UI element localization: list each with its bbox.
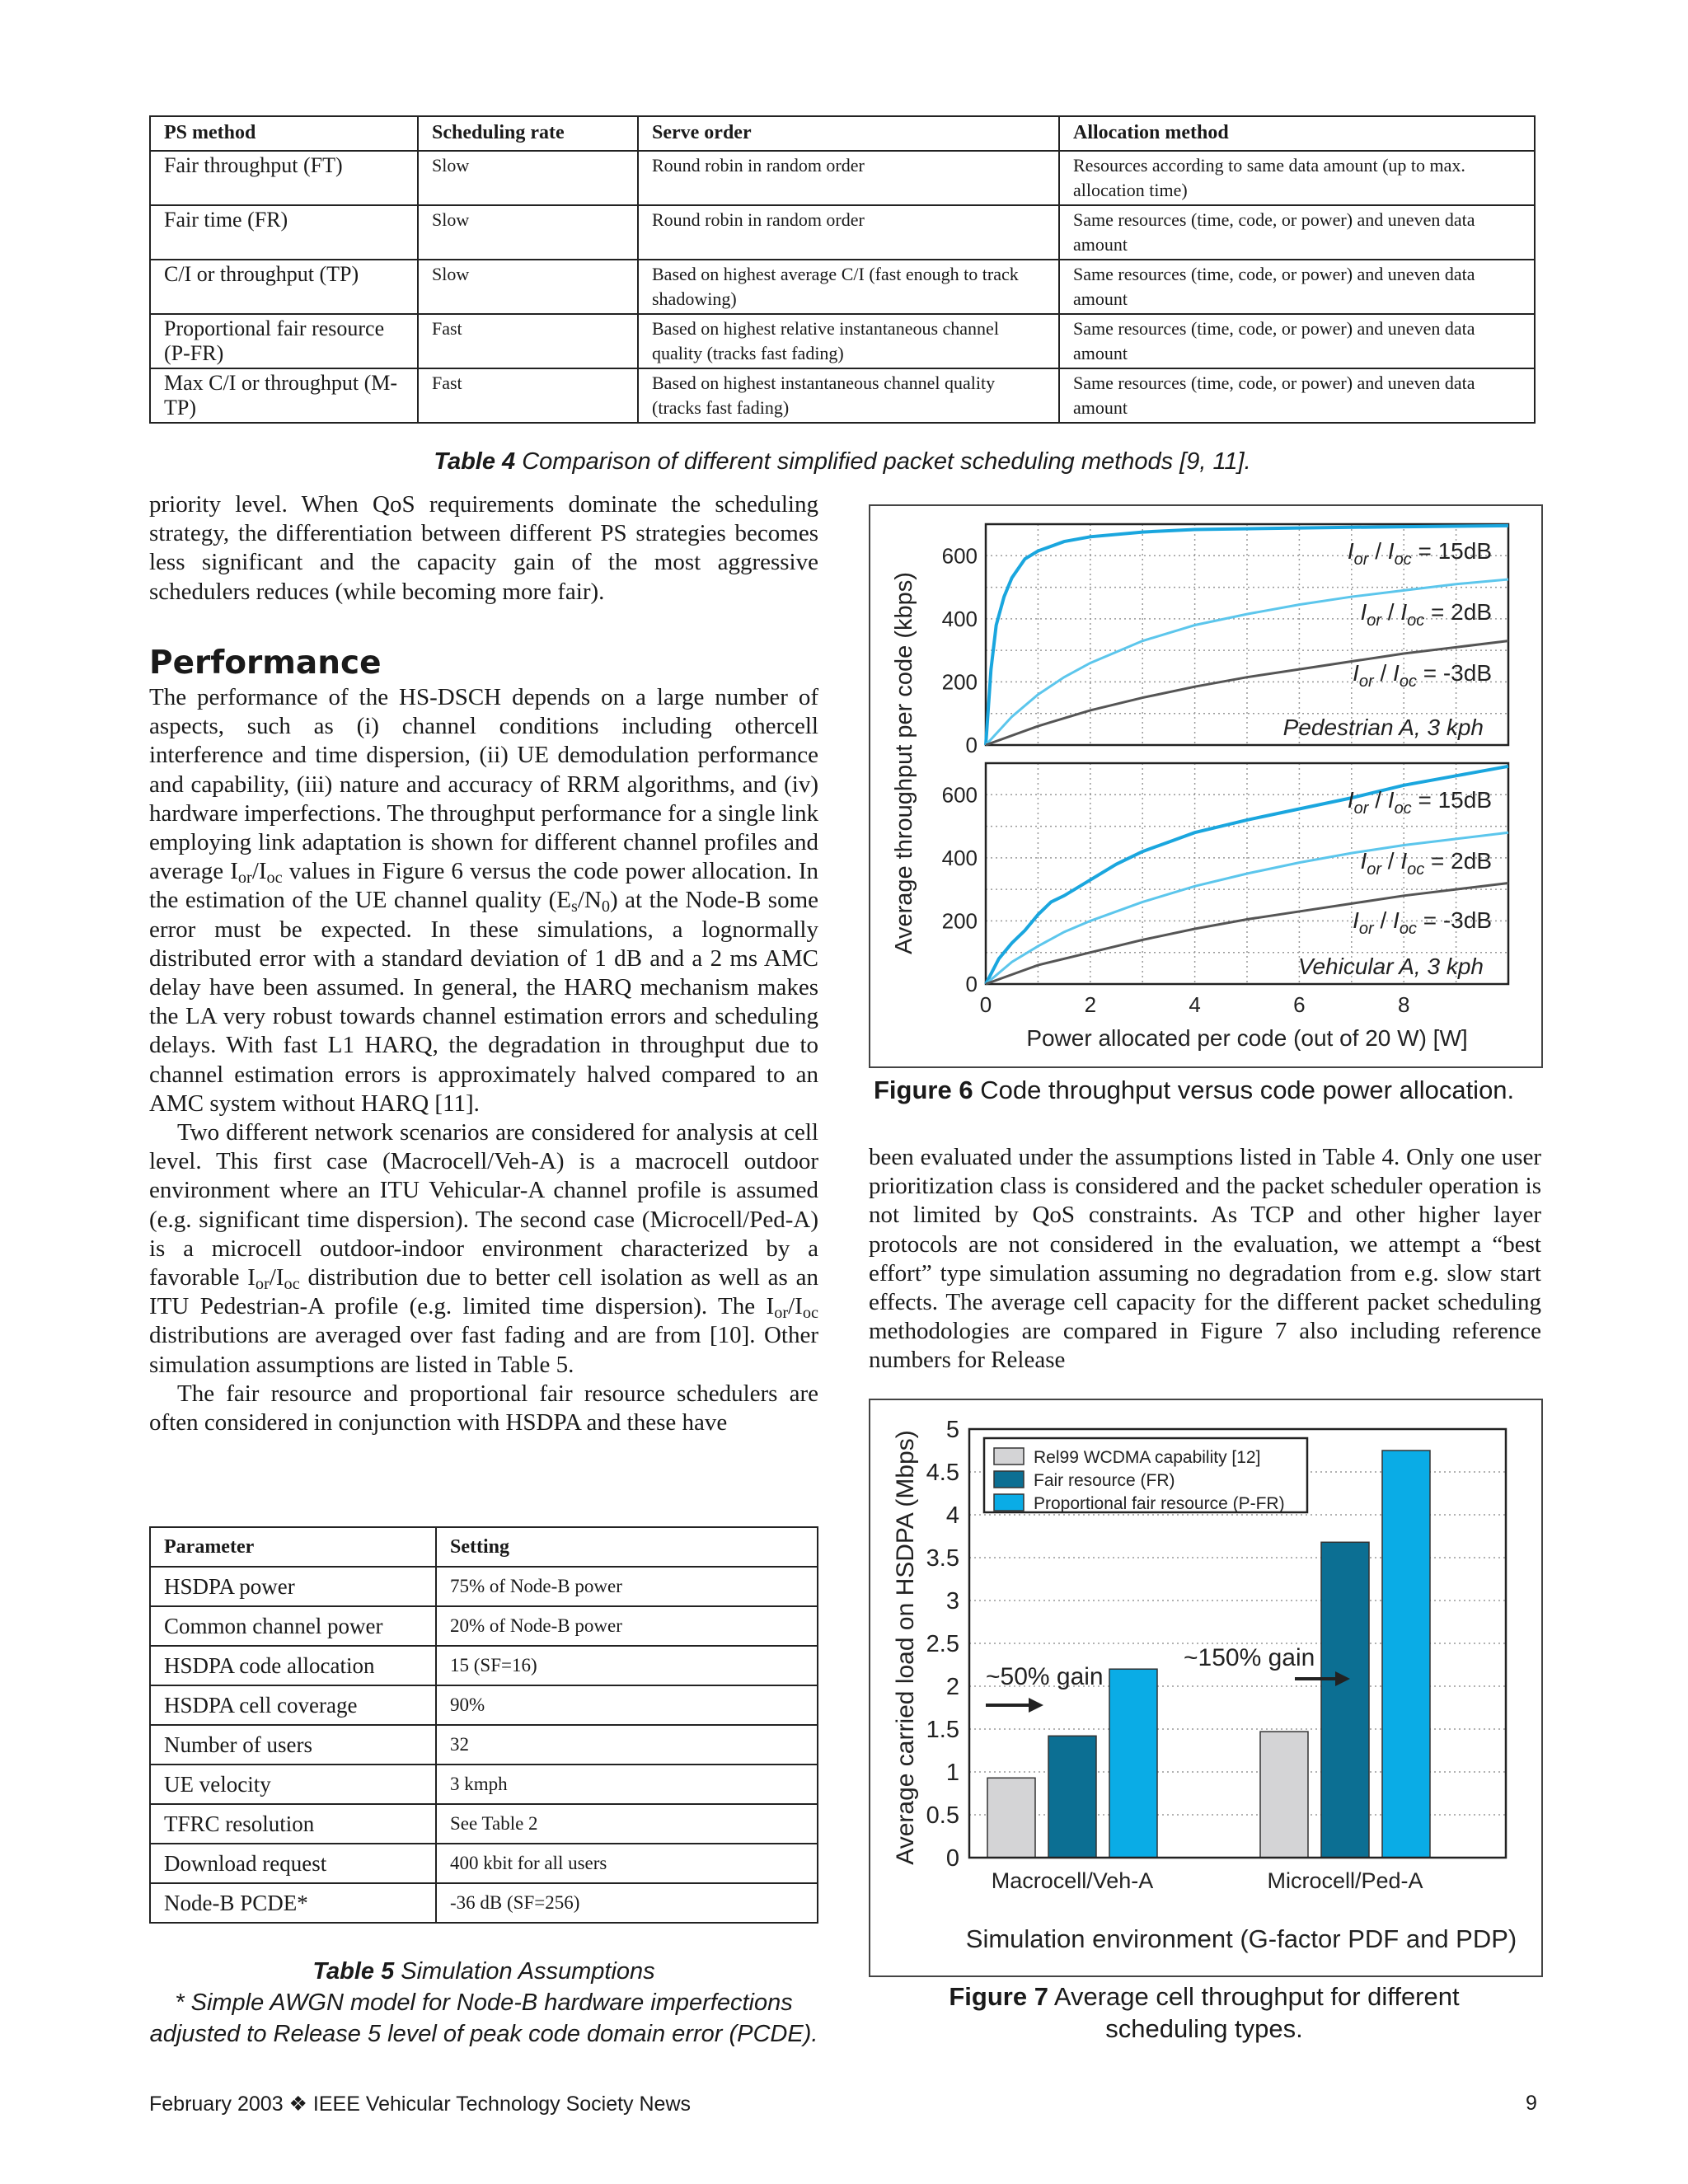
caption-text: Code throughput versus code power allocation. bbox=[973, 1076, 1515, 1104]
y-tick-label: 400 bbox=[941, 845, 978, 870]
table-row bbox=[150, 151, 1535, 205]
series-label: $I_{or} / I_{oc} = -3dB$ bbox=[1353, 907, 1492, 938]
table-row bbox=[150, 1844, 818, 1883]
arrow-head bbox=[1029, 1698, 1043, 1713]
column-header: Serve order bbox=[638, 116, 1059, 151]
bar bbox=[1382, 1451, 1430, 1858]
caption-label: Figure 6 bbox=[874, 1076, 973, 1104]
y-tick-label: 0 bbox=[965, 972, 978, 996]
caption-label: Figure 7 bbox=[949, 1982, 1048, 2011]
table-cell: Fast bbox=[418, 314, 638, 368]
table-cell: Common channel power bbox=[150, 1606, 436, 1646]
table-4 bbox=[149, 115, 1536, 424]
table-cell: 32 bbox=[436, 1725, 818, 1765]
y-tick-label: 600 bbox=[941, 782, 978, 808]
table-cell: 15 (SF=16) bbox=[436, 1646, 818, 1685]
paragraph-text: been evaluated under the assumptions listed in Table 4. Only one user prioritization class is considered and the packet scheduler operation is not limited by QoS constraints. As TCP and other higher layer protocols are not considered in the evaluation, we attempt a “best effort” type simulation assuming no degradation from e.g. slow start effects. The average cell capacity for the different packet scheduling methodologies are compared in Figure 7 also including reference numbers for Release bbox=[869, 1144, 1541, 1374]
table-cell: 75% of Node-B power bbox=[436, 1567, 818, 1606]
y-tick-label: 0 bbox=[965, 733, 978, 757]
table-cell: -36 dB (SF=256) bbox=[436, 1883, 818, 1923]
caption-text: Average cell throughput for different bbox=[1048, 1982, 1460, 2011]
table-4-caption bbox=[149, 448, 1536, 476]
y-tick-label: 0.5 bbox=[926, 1802, 959, 1829]
y-tick-label: 600 bbox=[941, 543, 978, 569]
table-row bbox=[150, 368, 1535, 423]
y-tick-label: 4 bbox=[945, 1502, 959, 1529]
table-cell: Node-B PCDE* bbox=[150, 1883, 436, 1923]
table-cell: Same resources (time, code, or power) and uneven data amount bbox=[1059, 260, 1535, 314]
table-cell: Based on highest relative instantaneous channel quality (tracks fast fading) bbox=[638, 314, 1059, 368]
x-tick-label: 8 bbox=[1397, 992, 1410, 1017]
caption-note: adjusted to Release 5 level of peak code domain error (PCDE). bbox=[149, 2021, 818, 2047]
caption-text: scheduling types. bbox=[1105, 2014, 1303, 2043]
table-cell: Slow bbox=[418, 205, 638, 260]
x-tick-label: Macrocell/Veh-A bbox=[991, 1868, 1154, 1893]
table-cell: 3 kmph bbox=[436, 1765, 818, 1804]
x-tick-label: 4 bbox=[1189, 992, 1201, 1017]
table-cell: Same resources (time, code, or power) and uneven data amount bbox=[1059, 368, 1535, 423]
legend-swatch bbox=[994, 1494, 1024, 1511]
performance-section bbox=[149, 683, 818, 1437]
y-tick-label: 5 bbox=[945, 1417, 959, 1443]
column-header: PS method bbox=[150, 116, 418, 151]
table-5 bbox=[149, 1526, 818, 1924]
table-cell: Fair time (FR) bbox=[150, 205, 418, 260]
y-tick-label: 0 bbox=[945, 1845, 959, 1872]
bar bbox=[987, 1778, 1035, 1858]
table-cell: Same resources (time, code, or power) and uneven data amount bbox=[1059, 205, 1535, 260]
table-cell: C/I or throughput (TP) bbox=[150, 260, 418, 314]
table-header-row bbox=[150, 1527, 818, 1567]
legend-swatch bbox=[994, 1448, 1024, 1465]
panel-title: Pedestrian A, 3 kph bbox=[1282, 715, 1484, 740]
legend-label: Proportional fair resource (P-FR) bbox=[1034, 1494, 1285, 1513]
y-tick-label: 2 bbox=[945, 1674, 959, 1700]
table-cell: HSDPA cell coverage bbox=[150, 1685, 436, 1725]
y-axis-label: Average throughput per code (kbps) bbox=[891, 572, 917, 954]
series-label: $I_{or} / I_{oc} = 2dB$ bbox=[1360, 848, 1492, 879]
table-row bbox=[150, 260, 1535, 314]
series-label: $I_{or} / I_{oc} = -3dB$ bbox=[1353, 660, 1492, 691]
table-cell: Proportional fair resource (P-FR) bbox=[150, 314, 418, 368]
figure-7-chart bbox=[870, 1400, 1541, 1975]
right-paragraph bbox=[869, 1143, 1541, 1376]
column-header: Setting bbox=[436, 1527, 818, 1567]
figure-6-caption bbox=[874, 1076, 1514, 1105]
y-tick-label: 1.5 bbox=[926, 1717, 959, 1743]
y-tick-label: 1 bbox=[945, 1760, 959, 1786]
table-cell: 20% of Node-B power bbox=[436, 1606, 818, 1646]
table-cell: Max C/I or throughput (M-TP) bbox=[150, 368, 418, 423]
table-cell: Slow bbox=[418, 260, 638, 314]
bar bbox=[1109, 1669, 1157, 1858]
y-axis-label: Average carried load on HSDPA (Mbps) bbox=[892, 1430, 919, 1865]
x-tick-label: 0 bbox=[979, 992, 992, 1017]
y-tick-label: 200 bbox=[941, 908, 978, 934]
figure-7-frame bbox=[869, 1399, 1543, 1977]
table-row bbox=[150, 1725, 818, 1765]
y-tick-label: 4.5 bbox=[926, 1460, 959, 1486]
table-cell: 400 kbit for all users bbox=[436, 1844, 818, 1883]
table-row bbox=[150, 1765, 818, 1804]
table-row bbox=[150, 1567, 818, 1606]
table-cell: Based on highest average C/I (fast enough to track shadowing) bbox=[638, 260, 1059, 314]
caption-text: Comparison of different simplified packet scheduling methods [9, 11]. bbox=[515, 448, 1251, 475]
figure-6-frame bbox=[869, 504, 1543, 1068]
table-cell: Round robin in random order bbox=[638, 205, 1059, 260]
table-cell: Number of users bbox=[150, 1725, 436, 1765]
paragraph-text: priority level. When QoS requirements dominate the scheduling strategy, the differentiation between different PS strategies becomes less significant and the capacity gain of the most aggressive schedulers reduces (while becoming more fair). bbox=[149, 491, 818, 605]
column-header: Scheduling rate bbox=[418, 116, 638, 151]
series-label: $I_{or} / I_{oc} = 15dB$ bbox=[1347, 538, 1492, 569]
bar bbox=[1260, 1732, 1308, 1858]
caption-label: Table 4 bbox=[434, 448, 516, 475]
legend-swatch bbox=[994, 1471, 1024, 1488]
table-row bbox=[150, 1685, 818, 1725]
x-axis-label: Power allocated per code (out of 20 W) [W] bbox=[1026, 1025, 1468, 1051]
table-cell: HSDPA power bbox=[150, 1567, 436, 1606]
bar bbox=[1048, 1736, 1096, 1858]
table-row bbox=[150, 1883, 818, 1923]
bar bbox=[1321, 1542, 1369, 1858]
column-header: Parameter bbox=[150, 1527, 436, 1567]
gain-annotation: ~50% gain bbox=[986, 1663, 1104, 1690]
x-tick-label: 6 bbox=[1293, 992, 1306, 1017]
column-header: Allocation method bbox=[1059, 116, 1535, 151]
table-cell: Resources according to same data amount (up to max. allocation time) bbox=[1059, 151, 1535, 205]
caption-label: Table 5 bbox=[312, 1958, 395, 1985]
x-tick-label: Microcell/Ped-A bbox=[1267, 1868, 1423, 1893]
table-cell: Fair throughput (FT) bbox=[150, 151, 418, 205]
y-tick-label: 2.5 bbox=[926, 1631, 959, 1657]
x-tick-label: 2 bbox=[1084, 992, 1097, 1017]
gain-annotation: ~150% gain bbox=[1184, 1644, 1315, 1671]
caption-text: Simulation Assumptions bbox=[394, 1958, 655, 1985]
table-cell: Slow bbox=[418, 151, 638, 205]
section-heading: Performance bbox=[149, 644, 382, 682]
footer-left: February 2003 ❖ IEEE Vehicular Technology Society News bbox=[149, 2093, 692, 2116]
table-header-row bbox=[150, 116, 1535, 151]
y-tick-label: 3 bbox=[945, 1588, 959, 1615]
page-number: 9 bbox=[1526, 2092, 1537, 2115]
paragraph: Two different network scenarios are considered for analysis at cell level. This first case (Macrocell/Veh-A) is a macrocell outdoor environment where an ITU Vehicular-A channel profile is assumed (e.g. significant time dispersion). The second case (Microcell/Ped-A) is a microcell outdoor-indoor environment characterized by a favorable $I_{or}/I_{oc}$ distribution due to better cell isolation as well as an ITU Pedestrian-A profile (e.g. limited time dispersion). The $I_{or}/I_{oc}$ distributions are averaged over fast fading and are from [10]. Other simulation assumptions are listed in Table 5. bbox=[149, 1119, 818, 1378]
figure-6-chart bbox=[870, 506, 1541, 1066]
table-cell: HSDPA code allocation bbox=[150, 1646, 436, 1685]
table-cell: Download request bbox=[150, 1844, 436, 1883]
y-tick-label: 3.5 bbox=[926, 1545, 959, 1572]
legend-label: Fair resource (FR) bbox=[1034, 1471, 1175, 1490]
panel-title: Vehicular A, 3 kph bbox=[1297, 954, 1484, 979]
table-row bbox=[150, 1804, 818, 1844]
table-cell: Same resources (time, code, or power) and uneven data amount bbox=[1059, 314, 1535, 368]
caption-note: * Simple AWGN model for Node-B hardware imperfections bbox=[175, 1990, 793, 2016]
intro-paragraph bbox=[149, 490, 818, 607]
table-cell: Round robin in random order bbox=[638, 151, 1059, 205]
paragraph: The fair resource and proportional fair resource schedulers are often considered in conjunction with HSDPA and these have bbox=[149, 1380, 818, 1436]
series-label: $I_{or} / I_{oc} = 15dB$ bbox=[1347, 787, 1492, 818]
x-axis-label: Simulation environment (G-factor PDF and PDP) bbox=[965, 1924, 1517, 1953]
y-tick-label: 200 bbox=[941, 669, 978, 695]
table-cell: Based on highest instantaneous channel quality (tracks fast fading) bbox=[638, 368, 1059, 423]
legend-label: Rel99 WCDMA capability [12] bbox=[1034, 1448, 1261, 1467]
table-row bbox=[150, 1646, 818, 1685]
table-cell: TFRC resolution bbox=[150, 1804, 436, 1844]
table-cell: UE velocity bbox=[150, 1765, 436, 1804]
paragraph: The performance of the HS-DSCH depends on a large number of aspects, such as (i) channel conditions including othercell interference and time dispersion, (ii) UE demodulation performance and capability, (iii) nature and accuracy of RRM algorithms, and (iv) hardware imperfections. The throughput performance for a single link employing link adaptation is shown for different channel profiles and average $I_{or}/I_{oc}$ values in Figure 6 versus the code power allocation. In the estimation of the UE channel quality $(E_s/N_0)$ at the Node-B some error must be expected. In these simulations, a lognormally distributed error with a standard deviation of 1 dB and a 2 ms AMC delay have been assumed. In general, the HARQ mechanism makes the LA very robust towards channel estimation errors and scheduling delays. With fast L1 HARQ, the degradation in throughput due to channel estimation errors is approximately halved compared to an AMC system without HARQ [11]. bbox=[149, 684, 818, 1117]
table-cell: Fast bbox=[418, 368, 638, 423]
table-5-caption bbox=[149, 1956, 818, 2050]
table-row bbox=[150, 314, 1535, 368]
table-cell: See Table 2 bbox=[436, 1804, 818, 1844]
series-label: $I_{or} / I_{oc} = 2dB$ bbox=[1360, 599, 1492, 630]
figure-7-caption bbox=[869, 1980, 1540, 2045]
table-row bbox=[150, 1606, 818, 1646]
y-tick-label: 400 bbox=[941, 606, 978, 631]
table-cell: 90% bbox=[436, 1685, 818, 1725]
table-row bbox=[150, 205, 1535, 260]
